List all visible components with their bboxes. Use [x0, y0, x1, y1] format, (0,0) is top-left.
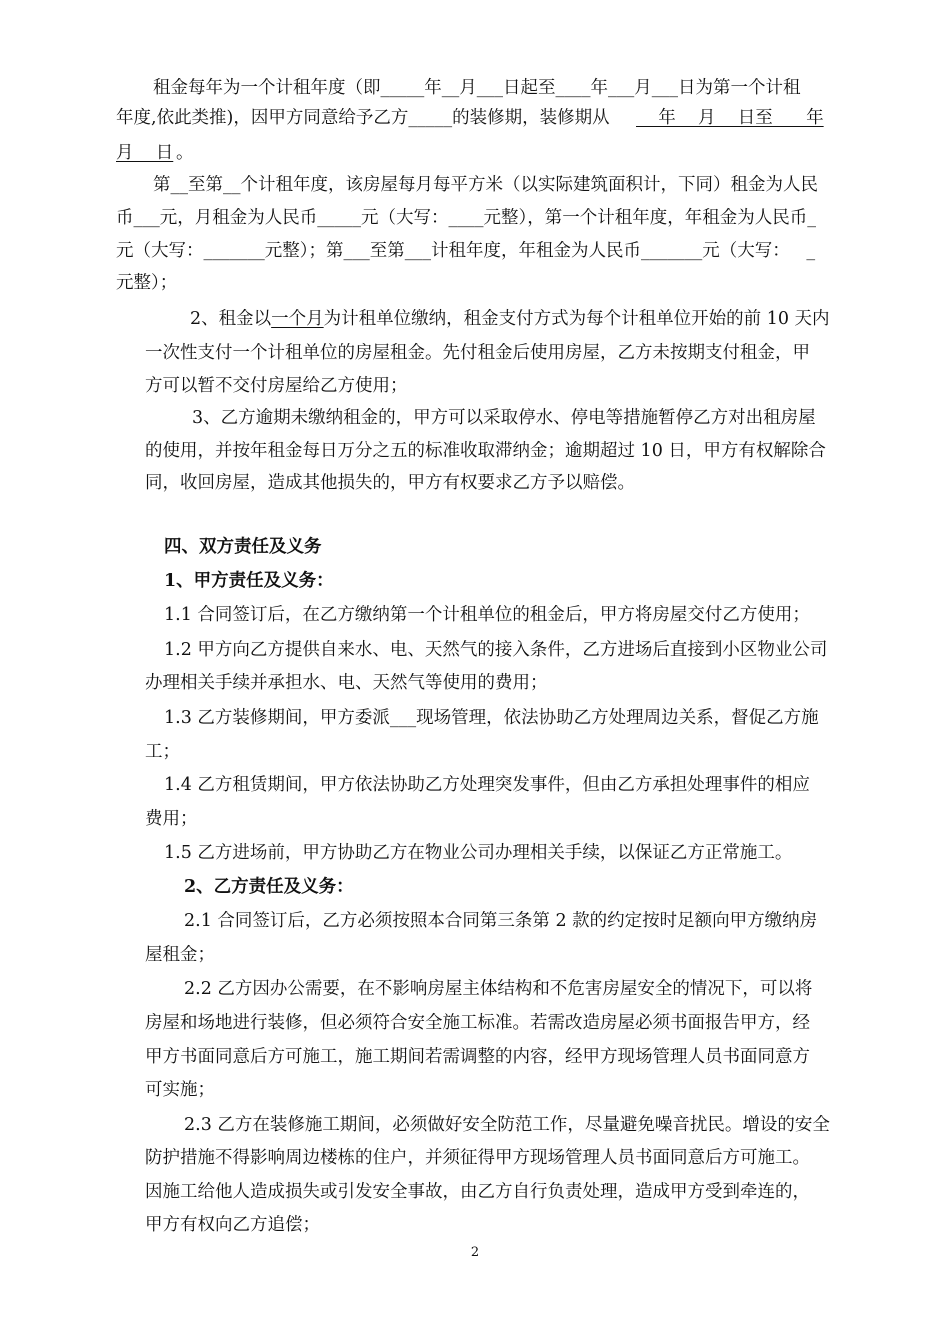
- text-line: 币___元，月租金为人民币_____元（大写：____元整），第一个计租年度，年租金为人民币_: [116, 208, 816, 228]
- text-line: 因施工给他人造成损失或引发安全事故，由乙方自行负责处理，造成甲方受到牵连的，: [145, 1182, 810, 1202]
- decoration-period-blank: 月 日: [116, 143, 174, 163]
- clause-1-5: 1.5 乙方进场前，甲方协助乙方在物业公司办理相关手续，以保证乙方正常施工。: [164, 843, 793, 863]
- text-line: 第__至第__个计租年度，该房屋每月每平方米（以实际建筑面积计，下同）租金为人民: [153, 175, 818, 195]
- text-line: 元整）；: [116, 273, 178, 293]
- text-line: 防护措施不得影响周边楼栋的住户，并须征得甲方现场管理人员书面同意后方可施工。: [145, 1148, 810, 1168]
- text-segment: 为计租单位缴纳，租金支付方式为每个计租单位开始的前 10 天内: [323, 309, 830, 329]
- text-line: 一次性支付一个计租单位的房屋租金。先付租金后使用房屋，乙方未按期支付租金，甲: [145, 343, 810, 363]
- clause-2-2: 2.2 乙方因办公需要，在不影响房屋主体结构和不危害房屋安全的情况下，可以将: [184, 979, 813, 999]
- text-line: 方可以暂不交付房屋给乙方使用；: [145, 376, 408, 396]
- text-line: 。: [176, 143, 194, 163]
- text-line: 年度,依此类推)，因甲方同意给予乙方_____的装修期，装修期从: [116, 108, 610, 128]
- clause-1-1: 1.1 合同签订后，在乙方缴纳第一个计租单位的租金后，甲方将房屋交付乙方使用；: [164, 605, 810, 625]
- text-line: [190, 304, 830, 334]
- text-line: 同，收回房屋，造成其他损失的，甲方有权要求乙方予以赔偿。: [145, 473, 635, 493]
- text-segment: 2、租金以: [190, 309, 272, 329]
- text-line: 费用；: [145, 809, 198, 829]
- decoration-period-blank: 年 月 日至 年: [636, 108, 824, 128]
- text-line: 租金每年为一个计租年度（即_____年__月___日起至____年___月___日为第一个计租: [153, 78, 801, 98]
- text-line: 可实施；: [145, 1080, 215, 1100]
- text-line: 的使用，并按年租金每日万分之五的标准收取滞纳金；逾期超过 10 日，甲方有权解除合: [145, 441, 826, 461]
- text-line: 屋租金；: [145, 945, 215, 965]
- clause-1-4: 1.4 乙方租赁期间，甲方依法协助乙方处理突发事件，但由乙方承担处理事件的相应: [164, 775, 810, 795]
- text-line: 工；: [145, 742, 180, 762]
- page-number: 2: [470, 1245, 480, 1260]
- clause-1-2: 1.2 甲方向乙方提供自来水、电、天然气的接入条件，乙方进场后直接到小区物业公司: [164, 640, 828, 660]
- subsection-heading-party-a: 1、甲方责任及义务：: [164, 571, 334, 591]
- text-line: 3、乙方逾期未缴纳租金的，甲方可以采取停水、停电等措施暂停乙方对出租房屋: [192, 408, 816, 428]
- payment-unit: 一个月: [271, 309, 324, 329]
- clause-2-1: 2.1 合同签订后，乙方必须按照本合同第三条第 2 款的约定按时足额向甲方缴纳房: [184, 911, 818, 931]
- section-heading: 四、双方责任及义务: [164, 537, 322, 557]
- text-line: 甲方书面同意后方可施工，施工期间若需调整的内容，经甲方现场管理人员书面同意方: [145, 1047, 810, 1067]
- text-line: 元（大写：_______元整）；第___至第___计租年度，年租金为人民币_______元（大写： _: [116, 241, 816, 261]
- clause-2-3: 2.3 乙方在装修施工期间，必须做好安全防范工作，尽量避免噪音扰民。增设的安全: [184, 1115, 830, 1135]
- subsection-heading-party-b: 2、乙方责任及义务：: [184, 877, 354, 897]
- text-line: 甲方有权向乙方追偿；: [145, 1215, 320, 1235]
- text-line: 办理相关手续并承担水、电、天然气等使用的费用；: [145, 673, 548, 693]
- text-line: 房屋和场地进行装修，但必须符合安全施工标准。若需改造房屋必须书面报告甲方，经: [145, 1013, 810, 1033]
- clause-1-3: 1.3 乙方装修期间，甲方委派___现场管理，依法协助乙方处理周边关系，督促乙方施: [164, 708, 819, 728]
